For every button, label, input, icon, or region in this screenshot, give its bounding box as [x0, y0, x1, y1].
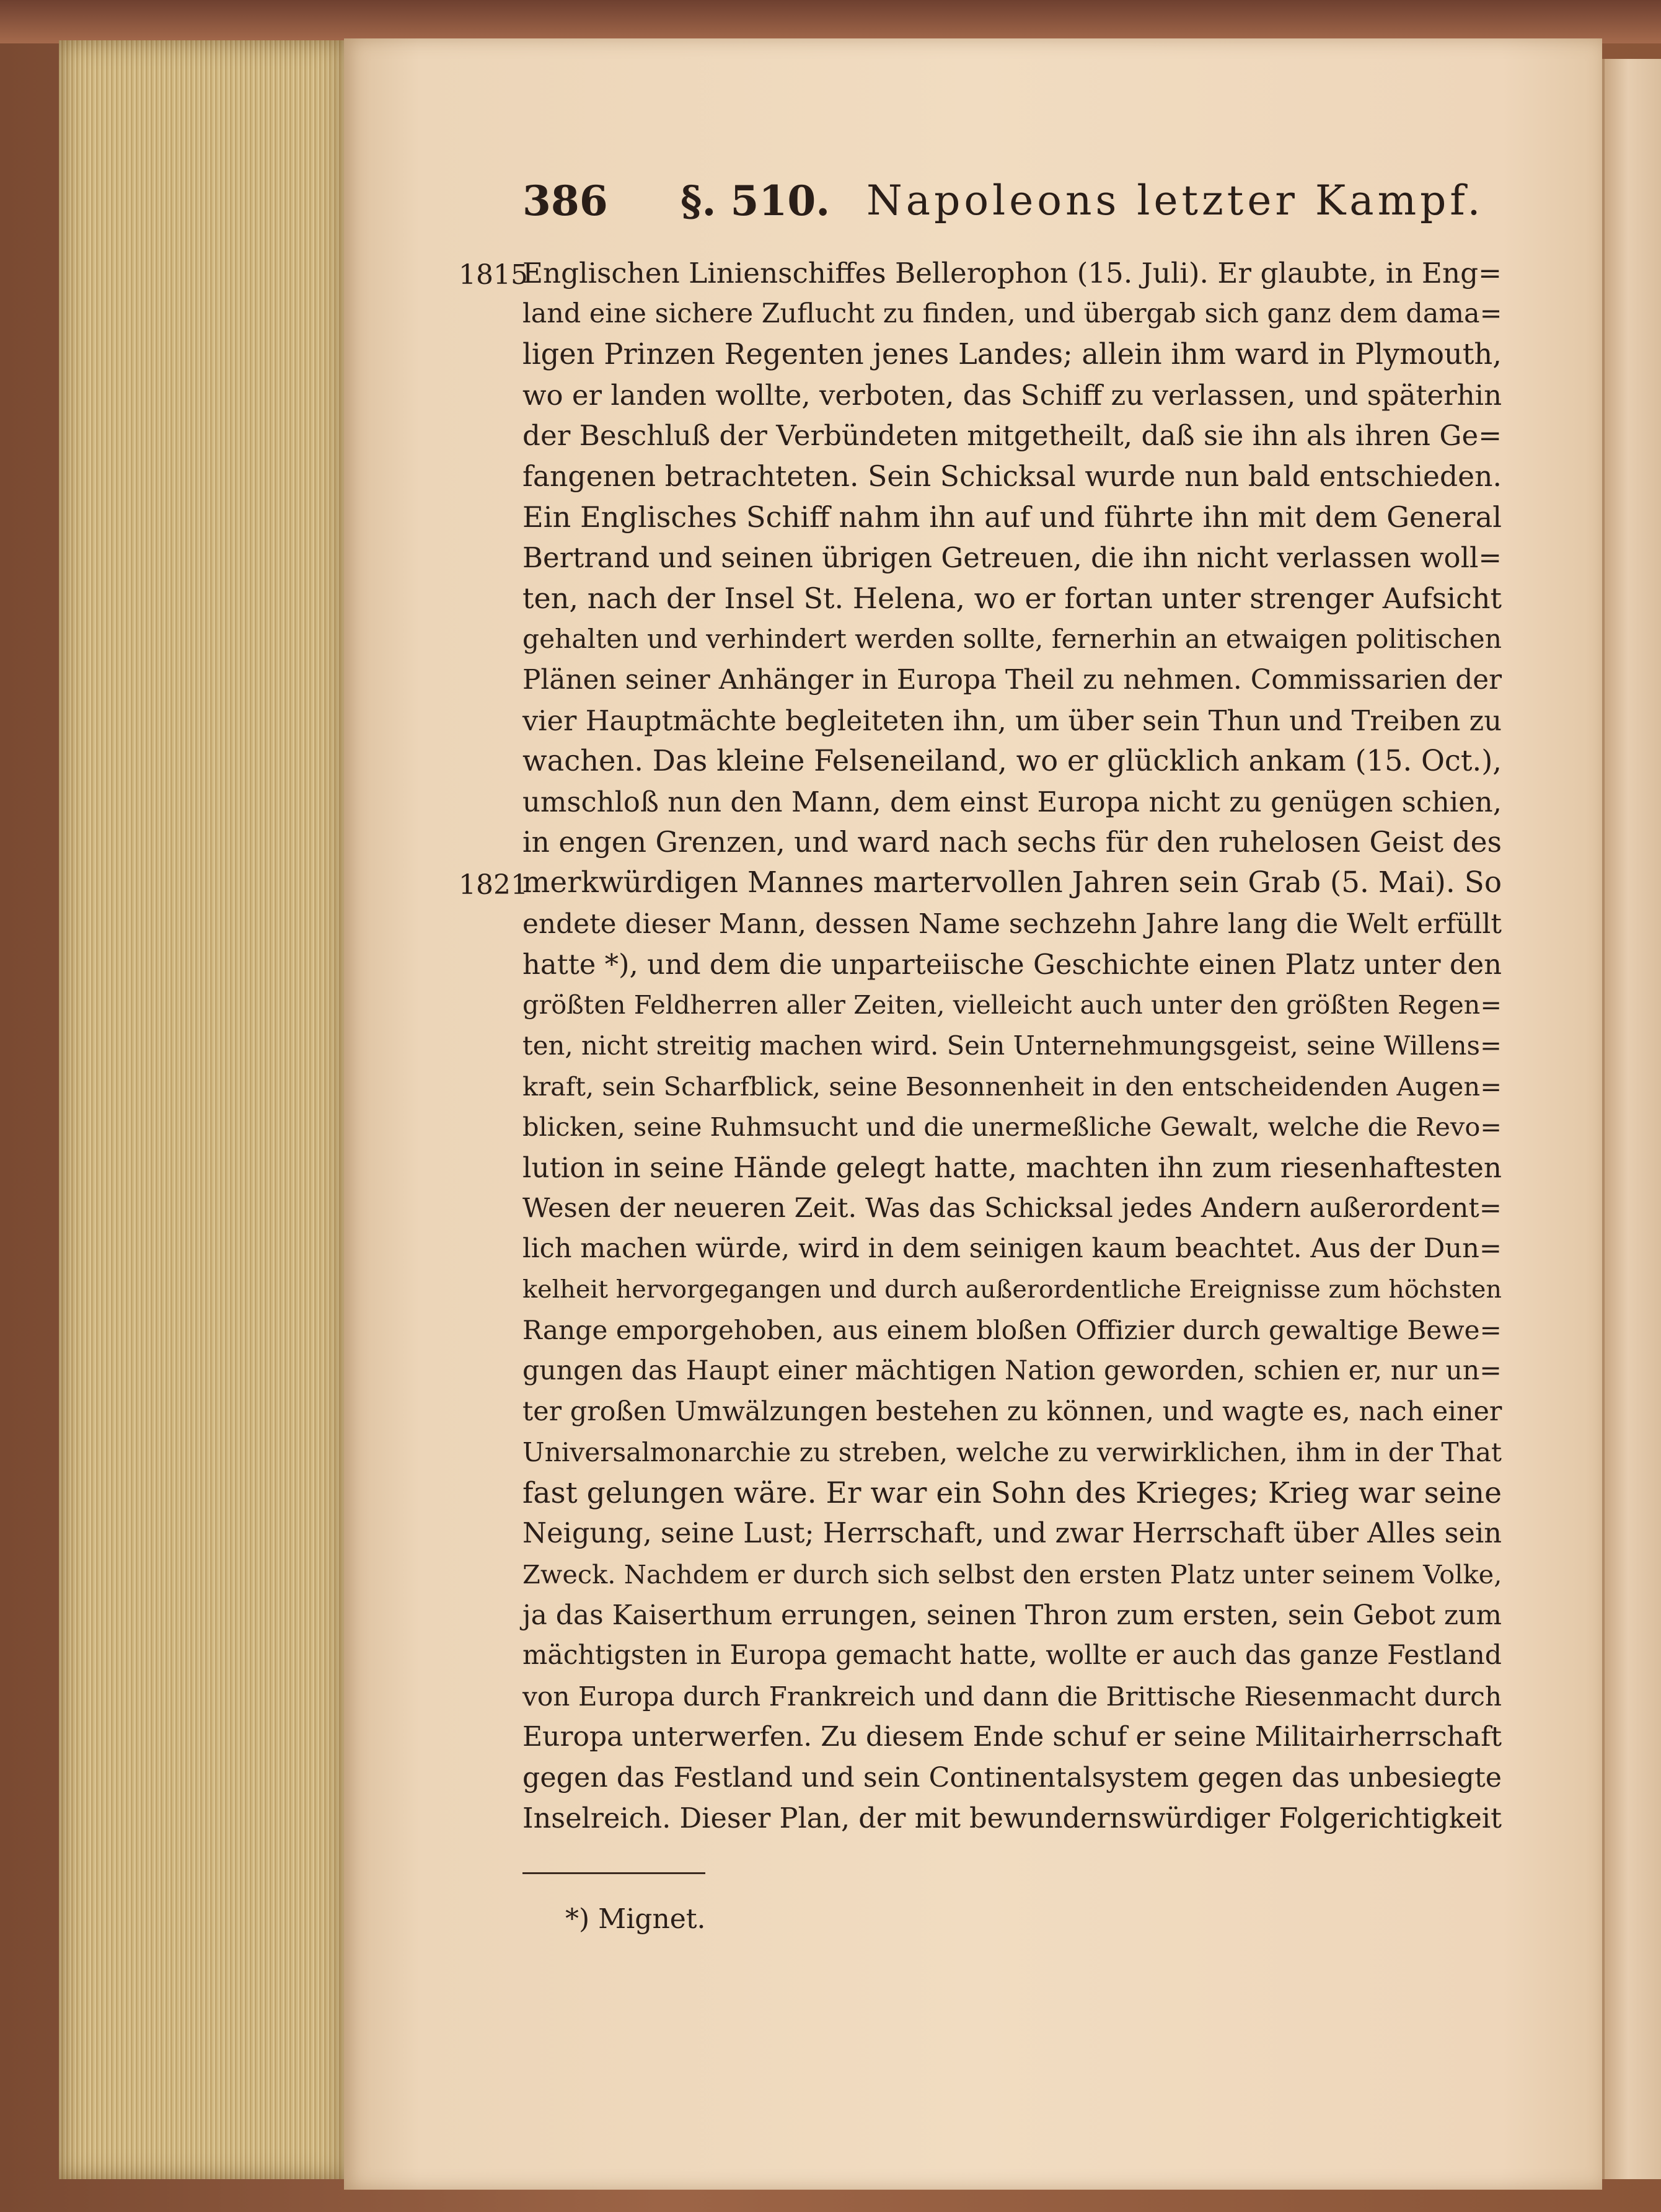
- text-line: kraft, sein Scharfblick, seine Besonnenheit in den entscheidenden Augen=: [522, 1071, 1502, 1102]
- text-line: Neigung, seine Lust; Herrschaft, und zwar Herrschaft über Alles sein: [522, 1517, 1502, 1550]
- text-line: Wesen der neueren Zeit. Was das Schicksal jedes Andern außerordent=: [522, 1192, 1502, 1224]
- page-stack-fore-edge: [59, 40, 348, 2179]
- text-line: gegen das Festland und sein Continentalsystem gegen das unbesiegte: [522, 1761, 1502, 1794]
- text-line: vier Hauptmächte begleiteten ihn, um über sein Thun und Treiben zu: [522, 704, 1502, 737]
- text-line: Range emporgehoben, aus einem bloßen Offizier durch gewaltige Bewe=: [522, 1315, 1502, 1346]
- text-line: Europa unterwerfen. Zu diesem Ende schuf er seine Militairherrschaft: [522, 1721, 1502, 1753]
- text-line: Ein Englisches Schiff nahm ihn auf und führte ihn mit dem General: [522, 500, 1502, 534]
- footnote-divider: [522, 1872, 705, 1874]
- page-number: 386: [522, 177, 608, 225]
- text-line: ja das Kaiserthum errungen, seinen Thron zum ersten, sein Gebot zum: [522, 1599, 1502, 1631]
- text-line: merkwürdigen Mannes martervollen Jahren sein Grab (5. Mai). So: [522, 865, 1502, 900]
- text-line: ten, nicht streitig machen wird. Sein Unternehmungsgeist, seine Willens=: [522, 1030, 1502, 1061]
- footnote: *) Mignet.: [565, 1903, 706, 1935]
- text-line: größten Feldherren aller Zeiten, vielleicht auch unter den größten Regen=: [522, 989, 1502, 1020]
- text-line: Universalmonarchie zu streben, welche zu verwirklichen, ihm in der That: [522, 1437, 1502, 1468]
- next-page-edge: [1602, 59, 1661, 2179]
- margin-year-1821: 1821: [459, 869, 528, 901]
- text-line: lution in seine Hände gelegt hatte, machten ihn zum riesenhaftesten: [522, 1151, 1502, 1185]
- text-line: ligen Prinzen Regenten jenes Landes; allein ihm ward in Plymouth,: [522, 337, 1502, 371]
- text-line: von Europa durch Frankreich und dann die Brittische Riesenmacht durch: [522, 1681, 1502, 1712]
- text-line: kelheit hervorgegangen und durch außerordentliche Ereignisse zum höchsten: [522, 1275, 1502, 1304]
- text-line: fast gelungen wäre. Er war ein Sohn des Krieges; Krieg war seine: [522, 1475, 1502, 1510]
- text-line: blicken, seine Ruhmsucht und die unermeßliche Gewalt, welche die Revo=: [522, 1112, 1502, 1143]
- text-line: hatte *), und dem die unparteiische Geschichte einen Platz unter den: [522, 948, 1502, 981]
- text-line: umschloß nun den Mann, dem einst Europa nicht zu genügen schien,: [522, 785, 1502, 818]
- text-line: Bertrand und seinen übrigen Getreuen, die ihn nicht verlassen woll=: [522, 541, 1502, 575]
- page-header: [522, 177, 1484, 239]
- text-line: Inselreich. Dieser Plan, der mit bewundernswürdiger Folgerichtigkeit: [522, 1802, 1502, 1834]
- text-line: der Beschluß der Verbündeten mitgetheilt, daß sie ihn als ihren Ge=: [522, 419, 1502, 453]
- text-line: Zweck. Nachdem er durch sich selbst den ersten Platz unter seinem Volke,: [522, 1559, 1502, 1590]
- body-text: [522, 253, 1502, 1839]
- section-number: §. 510.: [681, 177, 830, 225]
- text-line: fangenen betrachteten. Sein Schicksal wurde nun bald entschieden.: [522, 459, 1502, 493]
- text-line: gungen das Haupt einer mächtigen Nation geworden, schien er, nur un=: [522, 1355, 1502, 1387]
- text-line: ten, nach der Insel St. Helena, wo er fortan unter strenger Aufsicht: [522, 581, 1502, 615]
- text-line: Plänen seiner Anhänger in Europa Theil zu nehmen. Commissarien der: [522, 663, 1502, 696]
- book-cover-top-edge: [0, 0, 1661, 43]
- text-line: wachen. Das kleine Felseneiland, wo er glücklich ankam (15. Oct.),: [522, 744, 1502, 778]
- text-line: ter großen Umwälzungen bestehen zu können, und wagte es, nach einer: [522, 1396, 1502, 1427]
- text-line: endete dieser Mann, dessen Name sechzehn Jahre lang die Welt erfüllt: [522, 908, 1502, 940]
- text-line: gehalten und verhindert werden sollte, fernerhin an etwaigen politischen: [522, 624, 1502, 655]
- text-line: in engen Grenzen, und ward nach sechs für den ruhelosen Geist des: [522, 826, 1502, 859]
- text-line: lich machen würde, wird in dem seinigen kaum beachtet. Aus der Dun=: [522, 1233, 1502, 1265]
- text-line: Englischen Linienschiffes Bellerophon (15. Juli). Er glaubte, in Eng=: [522, 257, 1502, 290]
- chapter-title: Napoleons letzter Kampf.: [866, 177, 1484, 224]
- text-line: wo er landen wollte, verboten, das Schiff zu verlassen, und späterhin: [522, 378, 1502, 412]
- margin-year-1815: 1815: [459, 259, 528, 291]
- text-line: mächtigsten in Europa gemacht hatte, wollte er auch das ganze Festland: [522, 1640, 1502, 1671]
- text-line: land eine sichere Zuflucht zu finden, und übergab sich ganz dem dama=: [522, 298, 1502, 329]
